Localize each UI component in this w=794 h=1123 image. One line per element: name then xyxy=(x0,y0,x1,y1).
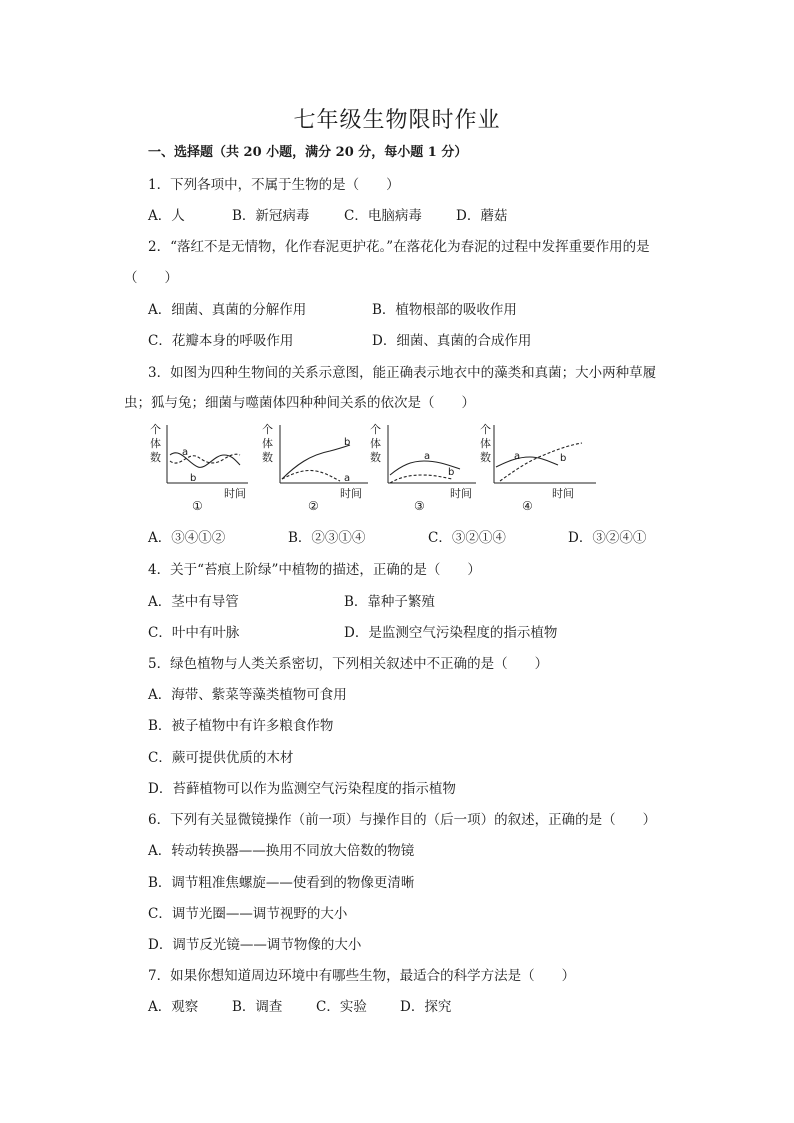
question-2-stem: 2．“落红不是无情物，化作春泥更护花。”在落花化为春泥的过程中发挥重要作用的是 xyxy=(148,239,650,255)
q4-option-b: B．靠种子繁殖 xyxy=(344,594,435,610)
q6-option-a: A．转动转换器——换用不同放大倍数的物镜 xyxy=(148,843,415,859)
q5-option-a: A．海带、紫菜等藻类植物可食用 xyxy=(148,687,347,703)
q4-option-c: C．叶中有叶脉 xyxy=(148,625,240,641)
question-1-stem: 1．下列各项中，不属于生物的是（ ） xyxy=(148,177,400,193)
q4-option-d: D．是监测空气污染程度的指示植物 xyxy=(344,625,558,641)
figure-3 xyxy=(368,425,478,515)
section-heading: 一、选择题（共 20 小题，满分 20 分，每小题 1 分） xyxy=(148,145,468,160)
figure-4-label-a: a xyxy=(514,451,521,462)
figure-3-ylabel-1: 个 xyxy=(370,423,381,436)
q1-option-b: B．新冠病毒 xyxy=(232,208,310,224)
figure-1-number: ① xyxy=(192,499,203,513)
q1-option-a: A．人 xyxy=(148,208,185,224)
figure-4-ylabel-2: 体 xyxy=(480,437,491,450)
figure-3-ylabel-2: 体 xyxy=(370,437,381,450)
q2-option-d: D．细菌、真菌的合成作用 xyxy=(372,333,532,349)
q6-option-d: D．调节反光镜——调节物像的大小 xyxy=(148,937,362,953)
figure-2-ylabel-3: 数 xyxy=(262,451,273,464)
figure-4-ylabel-1: 个 xyxy=(480,423,491,436)
relationship-figures xyxy=(140,425,600,515)
question-6-stem: 6．下列有关显微镜操作（前一项）与操作目的（后一项）的叙述，正确的是（ ） xyxy=(148,812,657,828)
figure-4-label-b: b xyxy=(560,453,567,464)
figure-3-xlabel: 时间 xyxy=(450,487,472,500)
figure-2-ylabel-2: 体 xyxy=(262,437,273,450)
figure-2-label-b: b xyxy=(344,437,351,448)
q6-option-c: C．调节光圈——调节视野的大小 xyxy=(148,906,348,922)
q7-option-c: C．实验 xyxy=(316,999,367,1015)
figure-4-ylabel-3: 数 xyxy=(480,451,491,464)
figure-3-label-b: b xyxy=(448,467,455,478)
q7-option-b: B．调查 xyxy=(232,999,283,1015)
question-4-stem: 4．关于“苔痕上阶绿”中植物的描述，正确的是（ ） xyxy=(148,562,481,578)
figure-2 xyxy=(260,425,370,515)
figure-3-number: ③ xyxy=(414,499,425,513)
figure-1-xlabel: 时间 xyxy=(224,487,246,500)
figure-2-xlabel: 时间 xyxy=(340,487,362,500)
figure-4-number: ④ xyxy=(522,499,533,513)
figure-1-label-b: b xyxy=(190,473,197,484)
q5-option-d: D．苔藓植物可以作为监测空气污染程度的指示植物 xyxy=(148,781,456,797)
q2-option-c: C．花瓣本身的呼吸作用 xyxy=(148,333,294,349)
q2-option-a: A．细菌、真菌的分解作用 xyxy=(148,302,307,318)
q3-option-d: D．③②④① xyxy=(568,530,647,546)
figure-4 xyxy=(478,425,588,515)
q3-option-a: A．③④①② xyxy=(148,530,226,546)
q3-option-c: C．③②①④ xyxy=(428,530,506,546)
figure-1-ylabel-1: 个 xyxy=(150,423,161,436)
q7-option-d: D．探究 xyxy=(400,999,452,1015)
q4-option-a: A．茎中有导管 xyxy=(148,594,239,610)
q5-option-c: C．蕨可提供优质的木材 xyxy=(148,750,294,766)
q1-option-d: D．蘑菇 xyxy=(456,208,508,224)
figure-3-label-a: a xyxy=(424,451,431,462)
q6-option-b: B．调节粗准焦螺旋——使看到的物像更清晰 xyxy=(148,875,415,891)
question-7-stem: 7．如果你想知道周边环境中有哪些生物，最适合的科学方法是（ ） xyxy=(148,968,576,984)
q2-option-b: B．植物根部的吸收作用 xyxy=(372,302,517,318)
question-3-stem: 3．如图为四种生物间的关系示意图，能正确表示地衣中的藻类和真菌；大小两种草履 xyxy=(148,365,657,381)
figure-1-label-a: a xyxy=(182,447,189,458)
figure-1-ylabel-3: 数 xyxy=(150,451,161,464)
figure-2-number: ② xyxy=(308,499,319,513)
figure-1-ylabel-2: 体 xyxy=(150,437,161,450)
q1-option-c: C．电脑病毒 xyxy=(344,208,422,224)
figure-2-ylabel-1: 个 xyxy=(262,423,273,436)
figure-2-label-a: a xyxy=(344,473,351,484)
question-3-stem-cont: 虫；狐与兔；细菌与噬菌体四种种间关系的依次是（ ） xyxy=(124,395,475,411)
question-5-stem: 5．绿色植物与人类关系密切，下列相关叙述中不正确的是（ ） xyxy=(148,656,549,672)
page-title: 七年级生物限时作业 xyxy=(293,108,501,133)
q3-option-b: B．②③①④ xyxy=(288,530,366,546)
figure-3-ylabel-3: 数 xyxy=(370,451,381,464)
figure-4-xlabel: 时间 xyxy=(552,487,574,500)
q7-option-a: A．观察 xyxy=(148,999,199,1015)
figure-1 xyxy=(140,425,250,515)
q5-option-b: B．被子植物中有许多粮食作物 xyxy=(148,718,334,734)
question-2-stem-cont: （ ） xyxy=(124,270,178,286)
